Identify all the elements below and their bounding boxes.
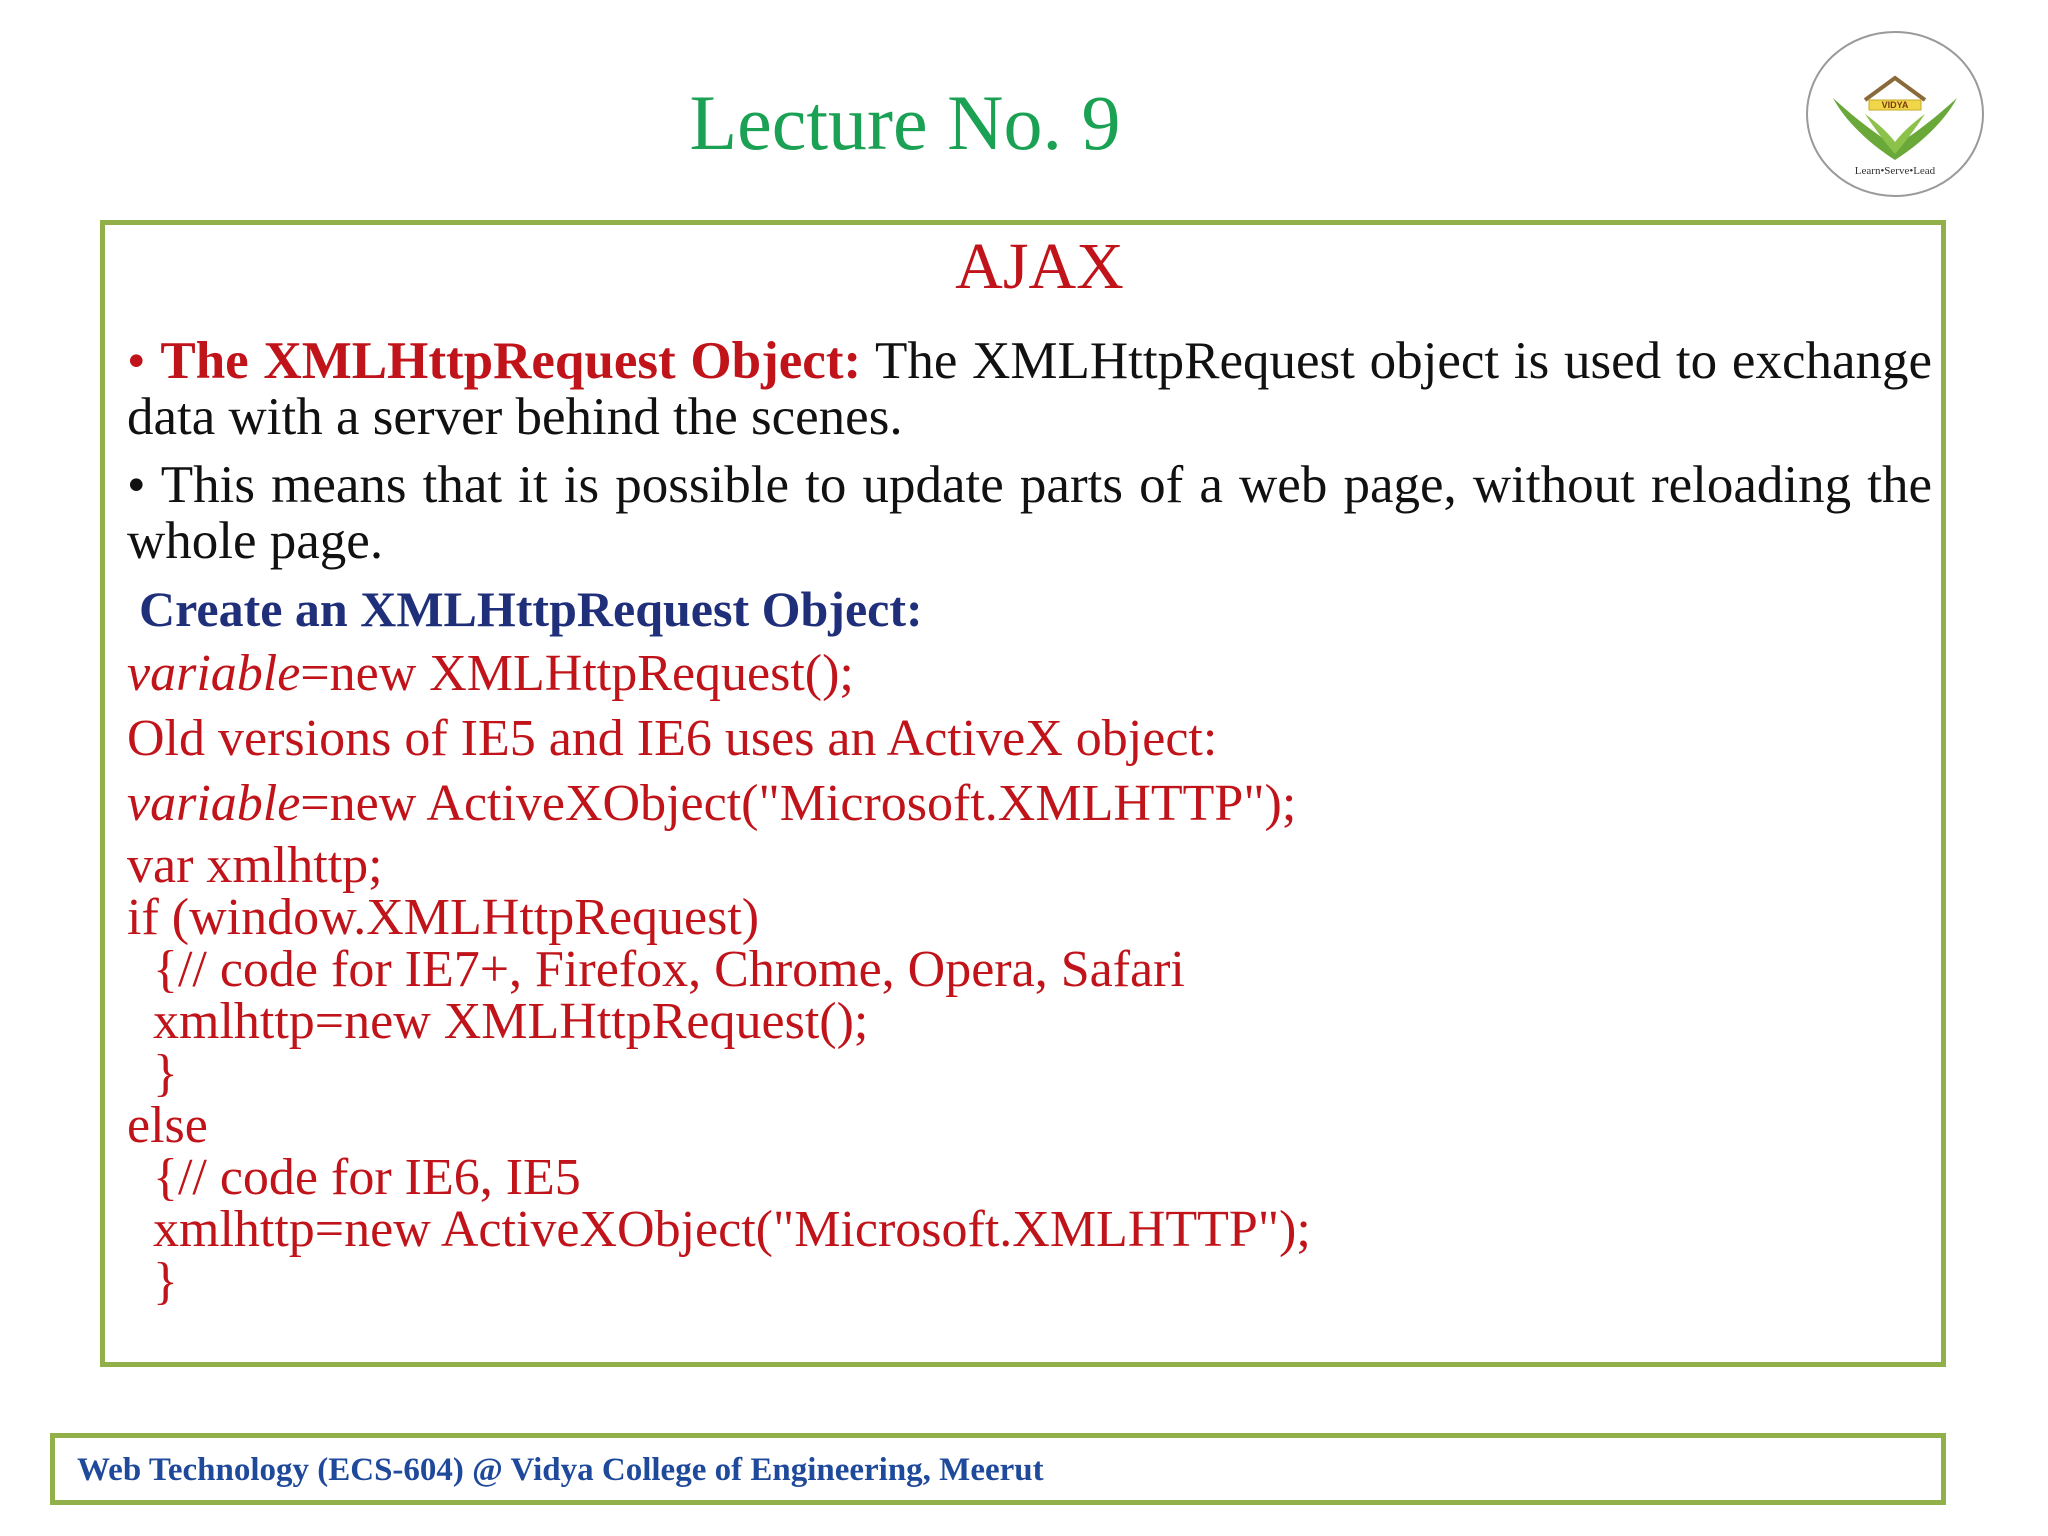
college-logo [1803,28,1987,200]
code-line-new-xmlhttprequest [127,641,1932,706]
code-block-line: {// code for IE6, IE5 [127,1149,581,1206]
footer-box [50,1433,1946,1505]
code-line-3-rest: =new ActiveXObject("Microsoft.XMLHTTP"); [300,775,1297,832]
code-block-line: {// code for IE7+, Firefox, Chrome, Opera, Safari [127,941,1185,998]
code-block-line: xmlhttp=new XMLHttpRequest(); [127,993,869,1050]
code-block-line: else [127,1097,208,1154]
content-area [127,225,1932,1308]
create-object-subheading: Create an XMLHttpRequest Object: [139,581,923,637]
footer-text: Web Technology (ECS-604) @ Vidya College of Engineering, Meerut [77,1452,1044,1488]
logo-motto-text: Learn•Serve•Lead [1854,165,1936,177]
bullet-2: • [127,456,146,514]
bullet-1: • [127,332,146,390]
paragraph-xmlhttprequest [127,333,1932,445]
xmlhttprequest-label: The XMLHttpRequest Object: [160,332,862,390]
code-block-line: if (window.XMLHttpRequest) [127,889,760,946]
code-block-line: var xmlhttp; [127,837,383,894]
xmlhttprequest-description: The XMLHttpRequest object is used to exchange data with a server behind the scenes. [127,332,1933,446]
code-line-1-rest: =new XMLHttpRequest(); [300,645,854,702]
code-block-line: } [127,1045,178,1102]
slide-heading: AJAX [955,230,1124,303]
content-box [100,220,1946,1367]
paragraph-partial-update [127,457,1932,569]
old-ie-note: Old versions of IE5 and IE6 uses an ActiveX object: [127,710,1218,767]
code-block-line: } [127,1253,178,1310]
partial-update-description: This means that it is possible to update parts of a web page, without reloading the whole page. [127,456,1932,570]
variable-keyword: variable [127,645,301,702]
variable-keyword: variable [127,775,301,832]
logo-vidya-text: VIDYA [1881,100,1909,110]
code-line-new-activexobject [127,771,1932,836]
code-block-line: xmlhttp=new ActiveXObject("Microsoft.XMLHTTP"); [127,1201,1311,1258]
slide-title: Lecture No. 9 [689,79,1121,166]
